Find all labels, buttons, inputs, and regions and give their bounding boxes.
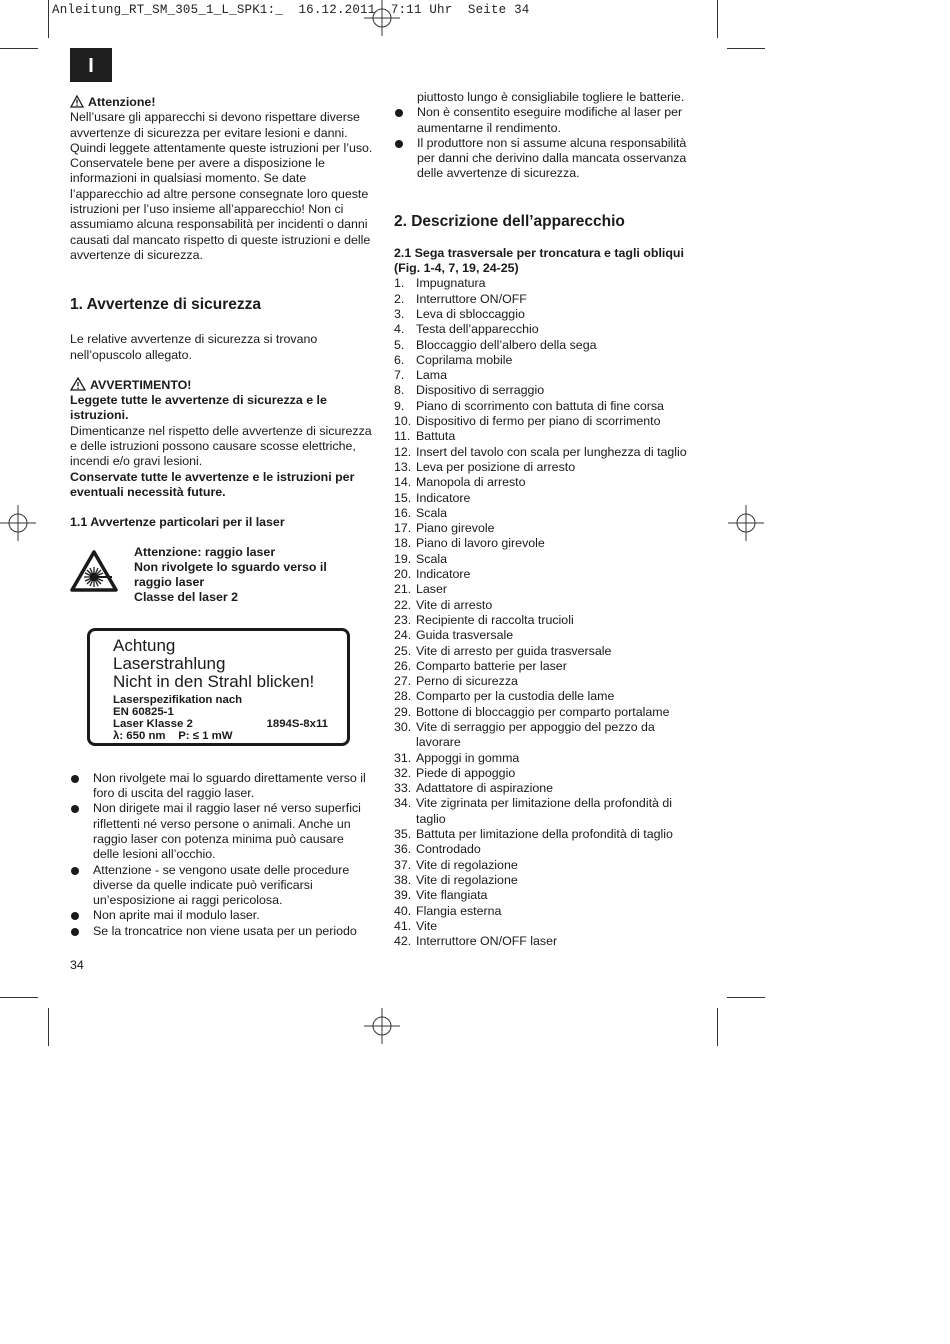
right-bullet-list (394, 105, 694, 181)
continued-text: piuttosto lungo è consigliabile togliere le batterie. (417, 90, 685, 104)
crop-mark (717, 1008, 718, 1046)
list-item-number: 34. (394, 796, 412, 811)
list-item (394, 521, 694, 536)
list-item-text: Vite di arresto (416, 597, 493, 612)
label-line-3: Nicht in den Strahl blicken! (113, 671, 315, 691)
bullet-icon (395, 140, 403, 148)
bullet-icon (71, 912, 79, 920)
laser-warning-row (70, 545, 373, 606)
list-item-text: Recipiente di raccolta trucioli (416, 612, 574, 627)
list-item-text: Manopola di arresto (416, 475, 526, 490)
list-item (394, 322, 694, 337)
bullet-icon (71, 805, 79, 813)
list-item-text: Battuta (416, 429, 456, 444)
label-spec-3: Laser Klasse 2 (113, 717, 193, 730)
list-item-text: Lama (416, 368, 447, 383)
list-item-number: 5. (394, 337, 405, 352)
crop-mark (48, 0, 49, 38)
list-item-text: Adattatore di aspirazione (416, 781, 554, 796)
list-item-text: Guida trasversale (416, 628, 514, 643)
list-item (394, 873, 694, 888)
list-item-number: 8. (394, 383, 405, 398)
laser-bullet-list (70, 771, 373, 939)
list-item-text: Scala (416, 505, 447, 520)
list-item-text: Coprilama mobile (416, 352, 513, 367)
list-item-text: Vite di arresto per guida trasversale (416, 643, 612, 658)
list-item (394, 445, 694, 460)
list-item: Non rivolgete mai lo sguardo direttamente verso il foro di uscita del raggio laser. (70, 771, 373, 802)
list-item (394, 399, 694, 414)
list-item-text: Battuta per limitazione della profondità di taglio (416, 827, 673, 842)
warning-title: AVVERTIMENTO! (90, 377, 192, 392)
list-item-number: 15. (394, 490, 412, 505)
laser-warning-label (87, 628, 350, 746)
list-item-text: Vite di regolazione (416, 872, 518, 887)
list-item-number: 41. (394, 918, 412, 933)
list-item (394, 552, 694, 567)
list-item-number: 24. (394, 628, 412, 643)
list-item (394, 628, 694, 643)
list-item: Non è consentito eseguire modifiche al laser per aumentarne il rendimento. (394, 105, 694, 136)
bullet-icon (395, 109, 403, 117)
warning-bold-2: Conservate tutte le avvertenze e le istruzioni per eventuali necessità future. (70, 469, 355, 499)
registration-mark-icon (364, 1008, 400, 1044)
list-item-number: 28. (394, 689, 412, 704)
label-code: 1894S-8x11 (266, 717, 328, 730)
list-item-number: 4. (394, 322, 405, 337)
section-1-title: 1. Avvertenze di sicurezza (70, 296, 261, 314)
crop-mark (48, 1008, 49, 1046)
list-item-number: 19. (394, 551, 412, 566)
list-item-number: 40. (394, 903, 412, 918)
bullet-icon (71, 928, 79, 936)
list-item-text: Vite di regolazione (416, 857, 518, 872)
list-item-number: 31. (394, 750, 412, 765)
label-line-1: Achtung (113, 635, 176, 655)
registration-mark-icon (728, 505, 764, 541)
list-item-number: 32. (394, 765, 412, 780)
list-item-number: 39. (394, 888, 412, 903)
list-item-text: Perno di sicurezza (416, 674, 518, 689)
list-item-number: 33. (394, 781, 412, 796)
laser-caption (134, 545, 327, 606)
registration-mark-icon (364, 0, 400, 36)
list-item-text: Leva di sbloccaggio (416, 306, 525, 321)
page-number: 34 (70, 958, 84, 972)
list-item-text: Bloccaggio dell’albero della sega (416, 337, 597, 352)
list-item-number: 38. (394, 872, 412, 887)
warning-bold-1: Leggete tutte le avvertenze di sicurezza e le istruzioni. (70, 393, 327, 423)
list-item-number: 30. (394, 719, 412, 734)
list-item-number: 16. (394, 505, 412, 520)
section-2-title: 2. Descrizione dell’apparecchio (394, 212, 625, 230)
list-item (394, 781, 694, 796)
list-item (394, 598, 694, 613)
list-item-number: 36. (394, 842, 412, 857)
print-header: Anleitung_RT_SM_305_1_L_SPK1:_ 16.12.2011 7:11 Uhr Seite 34 (52, 3, 530, 17)
list-item-number: 3. (394, 306, 405, 321)
list-item-text: Appoggi in gomma (416, 750, 520, 765)
list-item-text: Piano di scorrimento con battuta di fine corsa (416, 398, 664, 413)
list-item (394, 567, 694, 582)
list-item-text: Controdado (416, 842, 481, 857)
list-item (394, 338, 694, 353)
label-spec-4: λ: 650 nm P: ≤ 1 mW (113, 729, 233, 742)
laser-caption-line: Non rivolgete lo sguardo verso il (134, 559, 327, 574)
list-item-number: 18. (394, 536, 412, 551)
parts-list (394, 276, 694, 949)
list-item (394, 383, 694, 398)
attention-title: Attenzione! (88, 95, 156, 109)
list-item-text: Dispositivo di serraggio (416, 383, 545, 398)
list-item-number: 11. (394, 429, 411, 444)
list-item: Se la troncatrice non viene usata per un periodo (70, 924, 373, 939)
list-item-text: Piede di appoggio (416, 765, 516, 780)
list-item (394, 842, 694, 857)
list-item-text: Piano girevole (416, 521, 495, 536)
list-item (394, 827, 694, 842)
list-item-text: Dispositivo di fermo per piano di scorrimento (416, 414, 661, 429)
list-item-text: Interruttore ON/OFF laser (416, 934, 558, 949)
list-item-text: Flangia esterna (416, 903, 502, 918)
list-item-text: Indicatore (416, 567, 471, 582)
list-item-text: Interruttore ON/OFF (416, 291, 527, 306)
list-item-number: 7. (394, 368, 405, 383)
laser-hazard-icon (70, 550, 118, 592)
attention-text: Nell’usare gli apparecchi si devono rispettare diverse avvertenze di sicurezza per evitare lesioni e danni. Quindi leggete attentamente queste istruzioni per l’uso. Conservatele bene per avere a disposizione le informazioni in qualsiasi momento. Se date l’apparecchio ad altre persone consegnate loro queste istruzioni per l’uso insieme all’apparecchio! Non ci assumiamo alcuna responsabilità per incidenti o danni causati dal mancato rispetto di queste istruzioni e delle avvertenze di sicurezza. (70, 110, 373, 262)
list-item: Il produttore non si assume alcuna responsabilità per danni che derivino dalla mancata osservanza delle avvertenze di sicurezza. (394, 136, 694, 182)
list-item-text: Vite di serraggio per appoggio del pezzo da lavorare (416, 719, 655, 750)
laser-subsection-title: 1.1 Avvertenze particolari per il laser (70, 515, 285, 530)
bullet-icon (71, 867, 79, 875)
registration-mark-icon (0, 505, 36, 541)
list-item: Attenzione - se vengono usate delle procedure diverse da quelle indicate può verificarsi un’esposizione ai raggi pericolosa. (70, 863, 373, 909)
list-item-text: Vite (416, 918, 438, 933)
list-item-number: 10. (394, 414, 412, 429)
label-line-2: Laserstrahlung (113, 653, 226, 673)
list-item-text: Vite zigrinata per limitazione della profondità di taglio (416, 796, 672, 826)
warning-triangle-icon (70, 95, 84, 108)
label-spec-row (113, 718, 328, 730)
list-item-text: Bottone di bloccaggio per comparto portalame (416, 704, 670, 719)
list-item-number: 29. (394, 704, 412, 719)
attention-heading (70, 95, 373, 110)
list-item (394, 368, 694, 383)
list-item-text: Insert del tavolo con scala per lunghezza di taglio (416, 444, 687, 459)
label-spec-1: Laserspezifikation nach (113, 693, 243, 706)
list-item (394, 659, 694, 674)
crop-mark (727, 48, 765, 49)
list-item (394, 491, 694, 506)
list-item (394, 613, 694, 628)
list-item (394, 919, 694, 934)
warning-heading (70, 377, 373, 393)
list-item (394, 460, 694, 475)
list-item-number: 13. (394, 459, 412, 474)
bullet-icon (71, 775, 79, 783)
list-item-number: 6. (394, 352, 405, 367)
list-item (394, 766, 694, 781)
list-item (394, 888, 694, 903)
right-column (394, 90, 694, 949)
list-item-number: 42. (394, 934, 412, 949)
list-item-text: Laser (416, 582, 447, 597)
laser-caption-line: Attenzione: raggio laser (134, 544, 276, 559)
list-item (394, 796, 694, 827)
list-item (394, 934, 694, 949)
list-item-number: 37. (394, 857, 412, 872)
list-item-number: 26. (394, 658, 412, 673)
list-item (394, 292, 694, 307)
list-item-text: Piano di lavoro girevole (416, 536, 545, 551)
list-item (394, 751, 694, 766)
list-item-number: 17. (394, 521, 412, 536)
laser-caption-line: raggio laser (134, 575, 205, 590)
list-item-text: Testa dell’apparecchio (416, 322, 539, 337)
list-item-number: 1. (394, 276, 405, 291)
list-item-text: Indicatore (416, 490, 471, 505)
list-item-number: 20. (394, 567, 412, 582)
list-item-text: Scala (416, 551, 447, 566)
list-item (394, 858, 694, 873)
list-item (394, 904, 694, 919)
list-item-text: Leva per posizione di arresto (416, 459, 576, 474)
list-item-number: 25. (394, 643, 412, 658)
list-item (394, 536, 694, 551)
list-item-number: 9. (394, 398, 405, 413)
list-item (394, 353, 694, 368)
list-item (394, 582, 694, 597)
list-item-number: 23. (394, 612, 412, 627)
laser-caption-line: Classe del laser 2 (134, 590, 239, 605)
list-item (394, 414, 694, 429)
section-1-intro: Le relative avvertenze di sicurezza si trovano nell’opuscolo allegato. (70, 332, 318, 362)
list-item-number: 14. (394, 475, 412, 490)
list-item (394, 705, 694, 720)
crop-mark (0, 48, 38, 49)
list-item (394, 506, 694, 521)
list-item-number: 2. (394, 291, 405, 306)
label-spec-2: EN 60825-1 (113, 705, 174, 718)
list-item: Non aprite mai il modulo laser. (70, 908, 373, 923)
list-item-text: Comparto batterie per laser (416, 658, 567, 673)
list-item (394, 475, 694, 490)
list-item (394, 644, 694, 659)
list-item-number: 21. (394, 582, 412, 597)
crop-mark (717, 0, 718, 38)
list-item (394, 720, 694, 751)
list-item-number: 27. (394, 674, 412, 689)
list-item-text: Impugnatura (416, 276, 486, 291)
list-item: Non dirigete mai il raggio laser né verso superfici riflettenti né verso persone o animali. Anche un raggio laser con potenza minima può causare delle lesioni all’occhio. (70, 801, 373, 862)
left-column (70, 95, 373, 939)
list-item (394, 689, 694, 704)
list-item-number: 35. (394, 827, 412, 842)
list-item (394, 429, 694, 444)
list-item-number: 22. (394, 597, 412, 612)
warning-triangle-icon (70, 377, 86, 391)
list-item (394, 276, 694, 291)
list-item-text: Comparto per la custodia delle lame (416, 689, 615, 704)
section-2-1-title: 2.1 Sega trasversale per troncatura e tagli obliqui (Fig. 1-4, 7, 19, 24-25) (394, 245, 684, 276)
list-item-text: Vite flangiata (416, 888, 488, 903)
list-item (394, 674, 694, 689)
list-item-number: 12. (394, 444, 412, 459)
crop-mark (727, 997, 765, 998)
crop-mark (0, 997, 38, 998)
warning-text: Dimenticanze nel rispetto delle avvertenze di sicurezza e delle istruzioni possono causare scosse elettriche, incendi e/o gravi lesioni. (70, 423, 372, 469)
language-tab: I (70, 48, 112, 82)
list-item (394, 307, 694, 322)
